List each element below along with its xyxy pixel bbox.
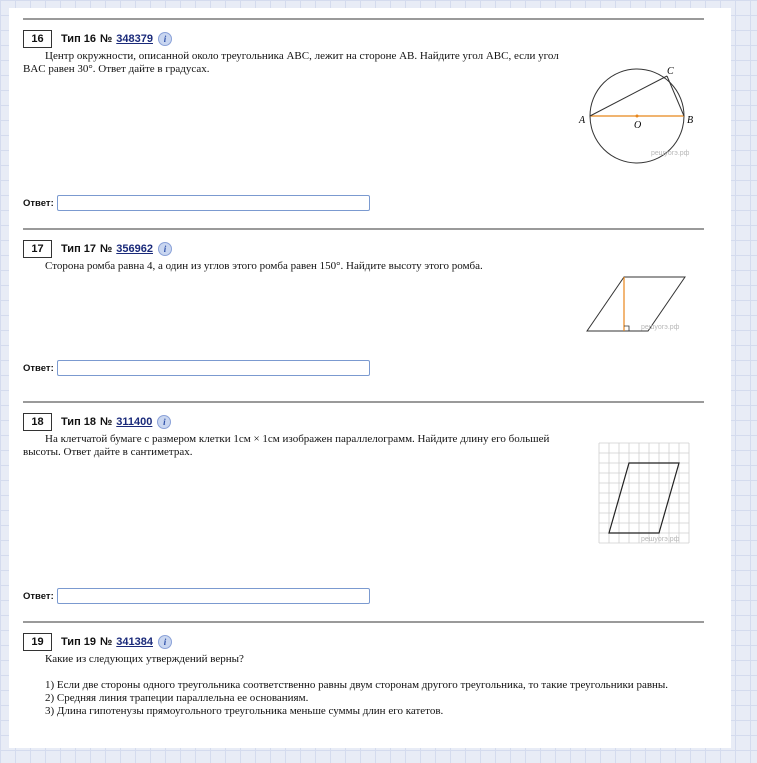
problem-id-link[interactable]: 311400 — [116, 416, 153, 428]
problem-header — [23, 240, 172, 258]
label-a: A — [579, 115, 586, 126]
problem-text: Какие из следующих утверждений верны? — [45, 653, 244, 665]
problem-type: Тип 16 — [61, 33, 96, 45]
divider — [23, 18, 704, 20]
problem-text: На клетчатой бумаге с размером клетки 1см × 1см изображен параллелограмм. Найдите длину его большей высоты. Ответ дайте в сантиметрах. — [23, 433, 550, 458]
problem-16 — [23, 18, 704, 218]
problem-number: 17 — [23, 240, 52, 258]
option-3: 3) Длина гипотенузы прямоугольного треугольника меньше суммы длин его катетов. — [45, 705, 444, 717]
number-sign: № — [100, 243, 113, 255]
problem-17 — [23, 228, 704, 388]
label-b: B — [687, 115, 694, 126]
number-sign: № — [100, 636, 113, 648]
answer-input[interactable] — [57, 588, 370, 604]
watermark: решуогэ.рф — [641, 324, 680, 331]
answer-input[interactable] — [57, 360, 370, 376]
rhombus-figure — [585, 264, 695, 334]
info-icon[interactable]: i — [157, 415, 171, 429]
problem-18 — [23, 401, 704, 611]
circle-triangle-figure — [575, 54, 705, 164]
grid-parallelogram-figure — [595, 441, 690, 546]
problem-header — [23, 30, 172, 48]
watermark: решуогэ.рф — [651, 150, 690, 157]
problem-id-link[interactable]: 348379 — [116, 33, 153, 45]
problem-type: Тип 18 — [61, 416, 96, 428]
answer-label: Ответ: — [23, 362, 54, 374]
number-sign: № — [100, 33, 113, 45]
problem-19 — [23, 621, 704, 741]
answer-row — [23, 588, 370, 604]
problem-id-link[interactable]: 356962 — [116, 243, 153, 255]
divider — [23, 401, 704, 403]
answer-row — [23, 195, 370, 211]
worksheet — [9, 8, 731, 748]
divider — [23, 621, 704, 623]
answer-row — [23, 360, 370, 376]
label-o: O — [634, 120, 642, 131]
divider — [23, 228, 704, 230]
info-icon[interactable]: i — [158, 635, 172, 649]
problem-text: Сторона ромба равна 4, а один из углов этого ромба равен 150°. Найдите высоту этого ромба. — [45, 260, 483, 272]
problem-id-link[interactable]: 341384 — [116, 636, 153, 648]
problem-header — [23, 633, 172, 651]
info-icon[interactable]: i — [158, 242, 172, 256]
option-1: 1) Если две стороны одного треугольника соответственно равны двум сторонам другого треугольника, то такие треугольники равны. — [45, 679, 669, 691]
problem-number: 19 — [23, 633, 52, 651]
problem-type: Тип 19 — [61, 636, 96, 648]
answer-input[interactable] — [57, 195, 370, 211]
info-icon[interactable]: i — [158, 32, 172, 46]
problem-type: Тип 17 — [61, 243, 96, 255]
problem-number: 18 — [23, 413, 52, 431]
number-sign: № — [100, 416, 113, 428]
watermark: решуогэ.рф — [641, 536, 680, 543]
option-2: 2) Средняя линия трапеции параллельна ее основаниям. — [45, 692, 309, 704]
label-c: C — [667, 66, 674, 77]
problem-number: 16 — [23, 30, 52, 48]
options-list — [23, 679, 704, 718]
problem-text: Центр окружности, описанной около треугольника ABC, лежит на стороне AB. Найдите угол ABC, если угол BAC равен 30°. Ответ дайте в градусах. — [23, 50, 559, 75]
problem-header — [23, 413, 171, 431]
answer-label: Ответ: — [23, 197, 54, 209]
answer-label: Ответ: — [23, 590, 54, 602]
